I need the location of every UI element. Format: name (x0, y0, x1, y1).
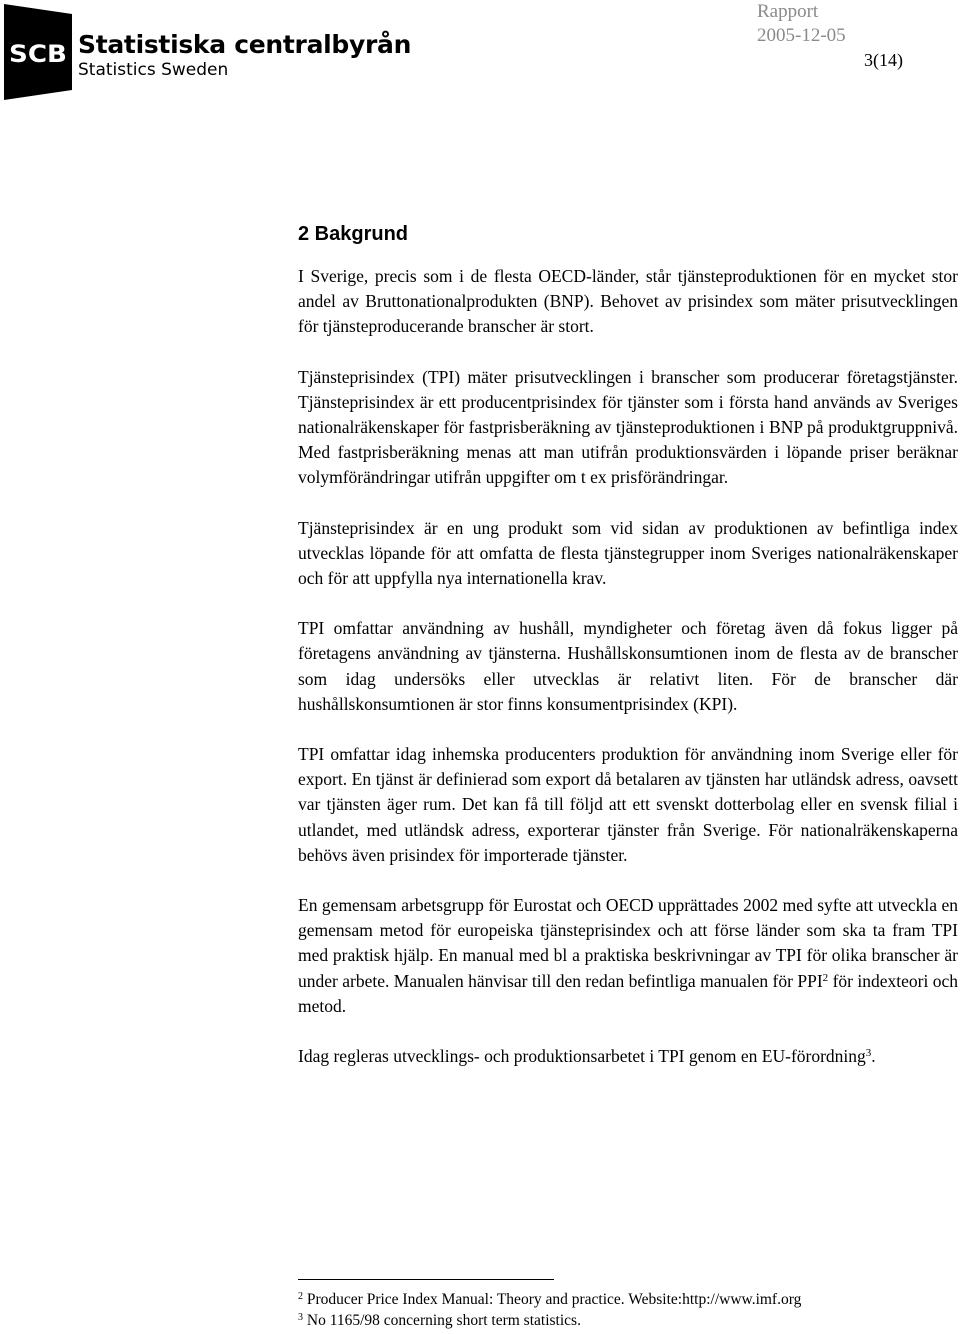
footnote-separator (298, 1279, 554, 1280)
org-name-en: Statistics Sweden (78, 60, 229, 80)
footnote (298, 1310, 958, 1331)
document-body (298, 220, 958, 1094)
section-heading: 2 Bakgrund (298, 223, 409, 245)
logo-mark-text: SCB (9, 40, 67, 68)
paragraph: I Sverige, precis som i de flesta OECD-länder, står tjänsteproduktionen för en mycket stor andel av Bruttonationalprodukten (BNP). Behovet av prisindex som mäter prisutvecklingen för tjänsteproducerande branscher är stort. (298, 266, 958, 337)
footnote-number: 3 (298, 1312, 303, 1323)
document-type: Rapport (757, 1, 819, 22)
paragraph: Tjänsteprisindex är en ung produkt som vid sidan av produktionen av befintliga index utvecklas löpande för att omfatta de flesta tjänstegrupper inom Sveriges nationalräkenskaper och för att uppfylla nya internationella krav. (298, 517, 958, 589)
scb-logo-mark (0, 4, 72, 100)
paragraph (298, 893, 958, 1019)
scb-logo (0, 4, 412, 100)
footnote-text: No 1165/98 concerning short term statistics. (303, 1312, 581, 1329)
footnote-text: Producer Price Index Manual: Theory and practice. Website:http://www.imf.org (303, 1291, 802, 1308)
paragraph (298, 1044, 958, 1069)
paragraph-text: . (871, 1046, 876, 1067)
paragraph: TPI omfattar användning av hushåll, myndigheter och företag även då fokus ligger på företagens användning av tjänsterna. Hushållskonsumtionen inom de flesta av de branscher som idag undersöks eller utvecklas är relativt liten. För de branscher där hushållskonsumtionen är stor finns konsumentprisindex (KPI). (298, 618, 958, 714)
document-date: 2005-12-05 (757, 25, 846, 46)
paragraph: TPI omfattar idag inhemska producenters produktion för användning inom Sverige eller för export. En tjänst är definierad som export då betalaren av tjänsten har utländsk adress, oavsett var tjänsten äger rum. Det kan få till följd att ett svenskt dotterbolag eller en svensk filial i utlandet, med utländsk adress, exporterar tjänster från Sverige. För nationalräkenskaperna behövs även prisindex för importerade tjänster. (298, 744, 958, 865)
footnote (298, 1289, 958, 1310)
paragraph: Tjänsteprisindex (TPI) mäter prisutvecklingen i branscher som producerar företagstjänster. Tjänsteprisindex är ett producentprisindex för tjänster som i första hand används av Sveriges nationalräkenskaper för fastprisberäkning av tjänsteproduktionen i BNP på produktgruppnivå. Med fastprisberäkning menas att man utifrån produktionsvärden i löpande priser beräknar volymförändringar utifrån uppgifter om t ex prisförändringar. (298, 366, 958, 488)
footnote-number: 2 (298, 1291, 303, 1302)
paragraph-text: En gemensam arbetsgrupp för Eurostat och OECD upprättades 2002 med syfte att utveckla en gemensam metod för europeiska tjänsteprisindex och att förse länder som ska ta fram TPI med praktisk hjälp. En manual med bl a praktiska beskrivningar av TPI för olika branscher är under arbete. Manualen hänvisar till den redan befintliga manualen för PPI (298, 895, 958, 991)
document-meta (757, 0, 846, 48)
footnote-ref[interactable]: 2 (822, 971, 829, 984)
page-number: 3(14) (864, 50, 903, 70)
org-name: Statistiska centralbyrån (78, 30, 412, 59)
footnote-ref[interactable]: 3 (865, 1047, 872, 1060)
paragraph-text: Idag regleras utvecklings- och produktionsarbetet i TPI genom en EU-förordning (298, 1046, 866, 1067)
paragraph-text: för indexteori och metod. (298, 970, 958, 1016)
footnotes (298, 1289, 958, 1331)
